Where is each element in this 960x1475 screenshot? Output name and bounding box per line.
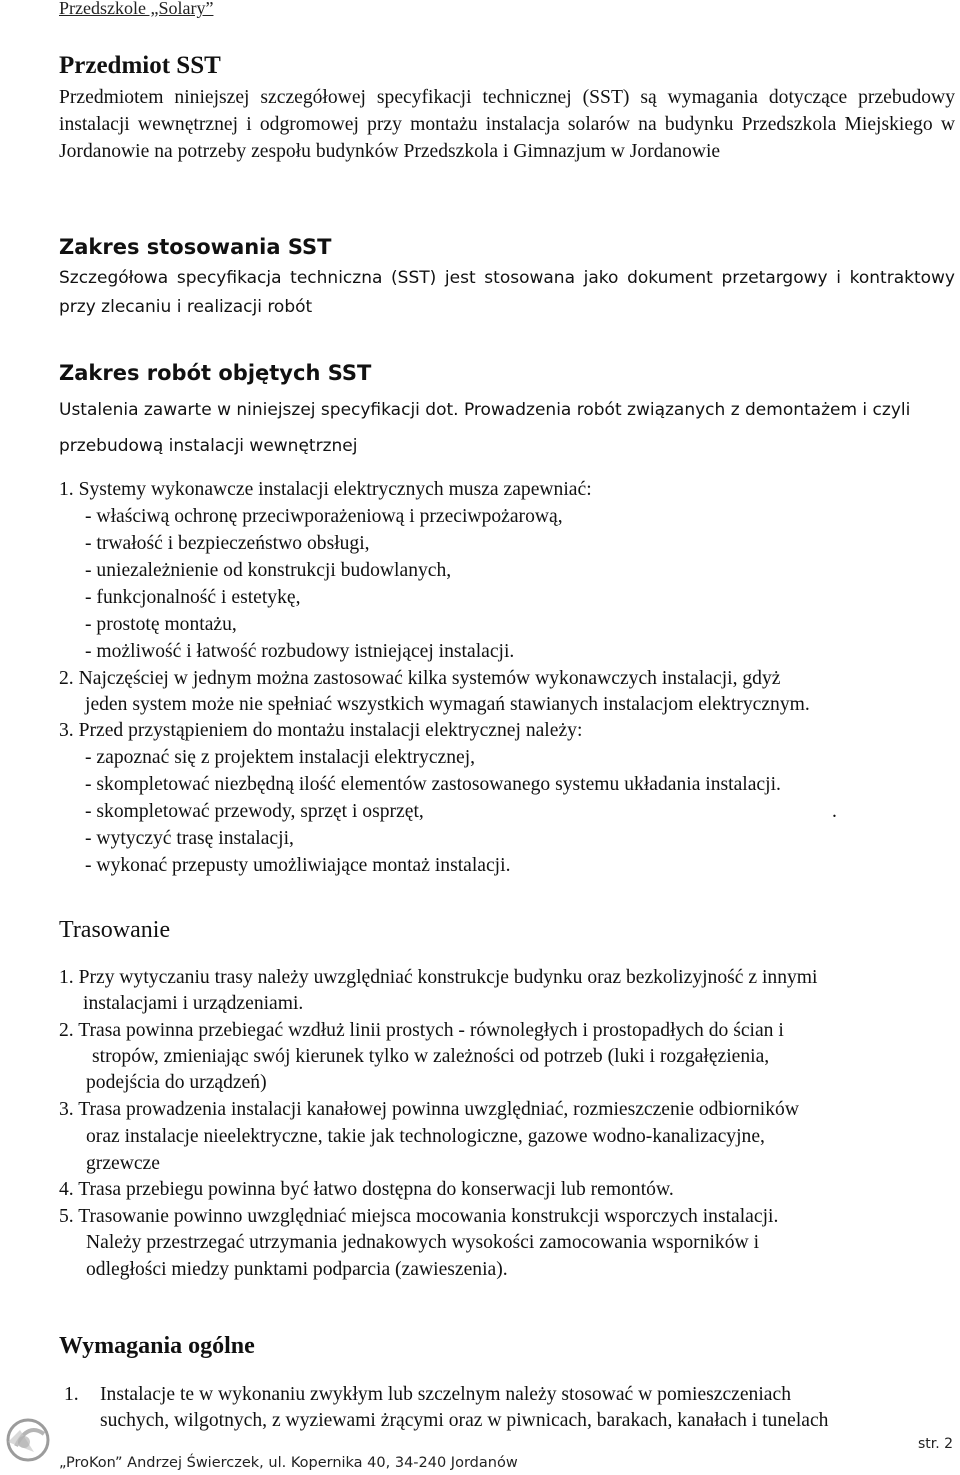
page-header: Przedszkole „Solary” — [59, 0, 214, 18]
list-item: - prostotę montażu, — [85, 614, 237, 635]
heading-zakres-stosowania: Zakres stosowania SST — [59, 235, 332, 259]
list-item: 5. Trasowanie powinno uwzględniać miejsca mocowania konstrukcji wsporczych instalacji. — [59, 1206, 779, 1227]
heading-trasowanie: Trasowanie — [59, 917, 171, 943]
list-item: instalacjami i urządzeniami. — [83, 993, 304, 1014]
list-item: podejścia do urządzeń) — [86, 1072, 267, 1093]
list-item: 3. Trasa prowadzenia instalacji kanałowej powinna uwzględniać, rozmieszczenie odbiorników — [59, 1099, 799, 1120]
list-item: - skompletować niezbędną ilość elementów zastosowanego systemu układania instalacji. — [85, 774, 781, 795]
list-item: - wytyczyć trasę instalacji, — [85, 828, 294, 849]
page-number: str. 2 — [918, 1436, 954, 1452]
list-item: suchych, wilgotnych, z wyziewami żrącymi oraz w piwnicach, barakach, kanałach i tunelach — [100, 1410, 829, 1431]
list-item: Należy przestrzegać utrzymania jednakowych wysokości zamocowania wsporników i — [86, 1232, 760, 1253]
list-item: 2. Trasa powinna przebiegać wzdłuż linii prostych - równoległych i prostopadłych do ścian i — [59, 1020, 784, 1041]
list-item: - skompletować przewody, sprzęt i osprzęt, — [85, 801, 424, 822]
list-item: - wykonać przepusty umożliwiające montaż instalacji. — [85, 855, 511, 876]
list-item: grzewcze — [86, 1153, 160, 1174]
list-item: oraz instalacje nieelektryczne, takie jak technologiczne, gazowe wodno-kanalizacyjne, — [86, 1126, 765, 1147]
heading-przedmiot: Przedmiot SST — [59, 52, 221, 79]
list-item-number: 1. — [64, 1384, 79, 1405]
list-item: 1. Systemy wykonawcze instalacji elektrycznych musza zapewniać: — [59, 479, 592, 500]
list-item: 1. Przy wytyczaniu trasy należy uwzględniać konstrukcje budynku oraz bezkolizyjność z innymi — [59, 967, 818, 988]
heading-wymagania: Wymagania ogólne — [59, 1333, 255, 1359]
heading-zakres-robot: Zakres robót objętych SST — [59, 361, 372, 385]
list-item: 2. Najczęściej w jednym można zastosować kilka systemów wykonawczych instalacji, gdyż — [59, 668, 781, 689]
paragraph-zakres-stosowania: Szczegółowa specyfikacja techniczna (SST) jest stosowana jako dokument przetargowy i kontraktowy przy zlecaniu i realizacji robót — [59, 268, 955, 317]
list-item: - możliwość i łatwość rozbudowy istniejącej instalacji. — [85, 641, 515, 662]
list-item: 4. Trasa przebiegu powinna być łatwo dostępna do konserwacji lub remontów. — [59, 1179, 674, 1200]
list-item: - funkcjonalność i estetykę, — [85, 587, 301, 608]
company-logo-icon — [0, 1412, 58, 1464]
paragraph-przedmiot: Przedmiotem niniejszej szczegółowej specyfikacji technicznej (SST) są wymagania dotyczące przebudowy instalacji wewnętrznej i odgromowej przy montażu instalacja solarów na budynku Przedszkola Miejskiego w Jordanowie na potrzeby zespołu budynków Przedszkola i Gimnazjum w Jordanowie — [59, 87, 955, 162]
list-item-dot: . — [832, 801, 837, 822]
list-item: - trwałość i bezpieczeństwo obsługi, — [85, 533, 370, 554]
list-item: - uniezależnienie od konstrukcji budowlanych, — [85, 560, 452, 581]
list-item: 3. Przed przystąpieniem do montażu instalacji elektrycznej należy: — [59, 720, 583, 741]
list-item: - właściwą ochronę przeciwporażeniową i przeciwpożarową, — [85, 506, 563, 527]
list-item: Instalacje te w wykonaniu zwykłym lub szczelnym należy stosować w pomieszczeniach — [100, 1384, 791, 1405]
paragraph-zakres-robot: Ustalenia zawarte w niniejszej specyfikacji dot. Prowadzenia robót związanych z demontażem i czyli przebudową instalacji wewnętrznej — [59, 400, 911, 456]
list-item: stropów, zmieniając swój kierunek tylko w zależności od potrzeb (luki i rozgałęzienia, — [92, 1046, 770, 1067]
list-item: - zapoznać się z projektem instalacji elektrycznej, — [85, 747, 476, 768]
list-item: jeden system może nie spełniać wszystkich wymagań stawianych instalacjom elektrycznym. — [85, 694, 810, 715]
page-footer: „ProKon” Andrzej Świerczek, ul. Kopernika 40, 34-240 Jordanów — [59, 1455, 518, 1471]
list-item: odległości miedzy punktami podparcia (zawieszenia). — [86, 1259, 508, 1280]
